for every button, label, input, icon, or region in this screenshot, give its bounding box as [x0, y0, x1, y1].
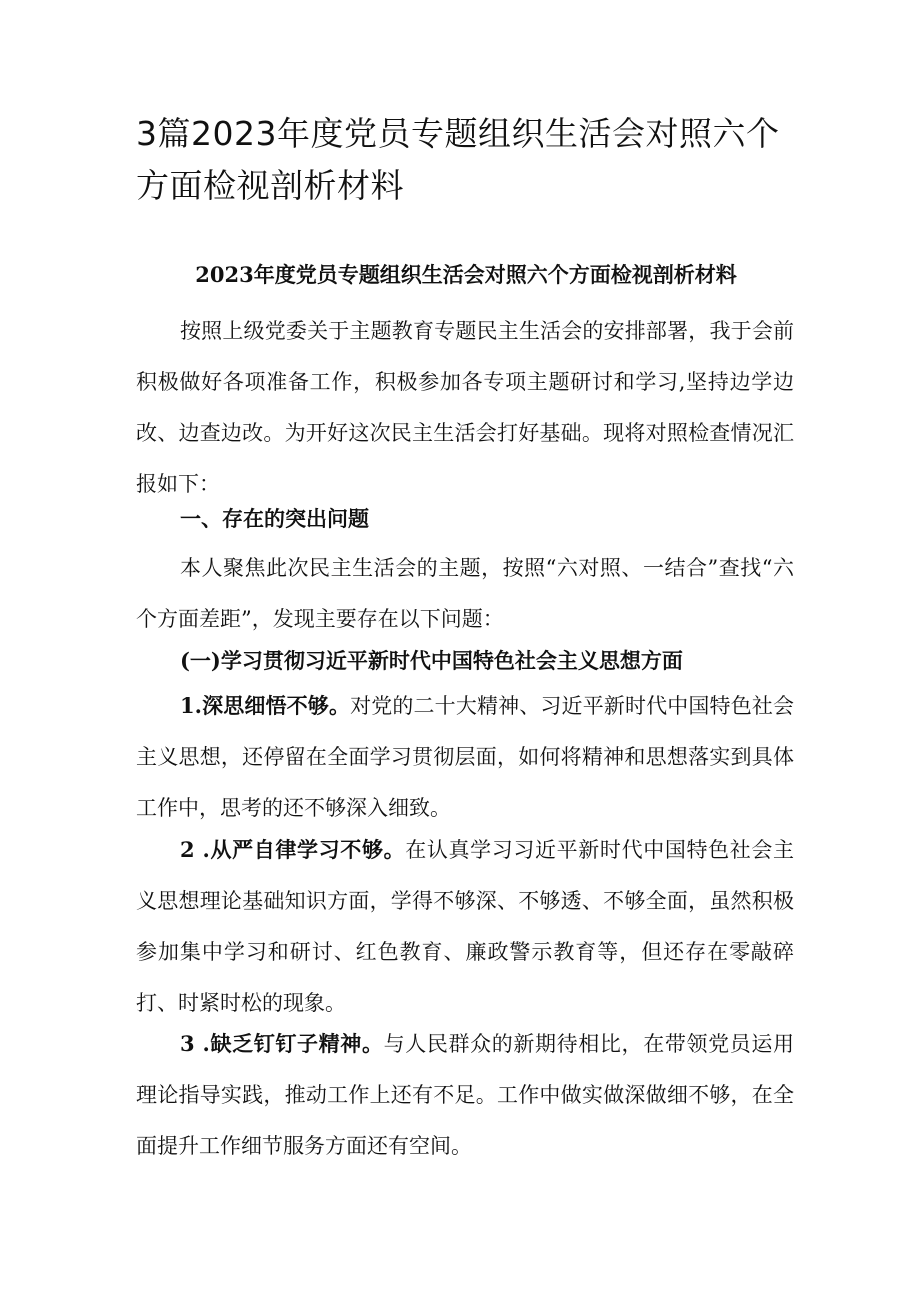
item-text: 与人民群众的新期待相比，在带领党员运用理论指导实践，推动工作上还有不足。工作中做实做深做细不够，在全面提升工作细节服务方面还有空间。 [136, 1032, 794, 1158]
item-text: 对党的二十大精神、习近平新时代中国特色社会主义思想，还停留在全面学习贯彻层面，如何将精神和思想落实到具体工作中，思考的还不够深入细致。 [136, 694, 794, 820]
document-title: 3篇2023年度党员专题组织生活会对照六个方面检视剖析材料 [136, 114, 780, 205]
list-item [136, 1018, 794, 1172]
item-text: 在认真学习习近平新时代中国特色社会主义思想理论基础知识方面，学得不够深、不够透、不够全面，虽然积极参加集中学习和研讨、红色教育、廉政警示教育等，但还存在零敲碎打、时紧时松的现象。 [136, 838, 795, 1015]
subsection-heading: (一)学习贯彻习近平新时代中国特色社会主义思想方面 [180, 648, 683, 673]
list-item [136, 824, 794, 1029]
list-item [136, 680, 794, 834]
intro-paragraph: 按照上级党委关于主题教育专题民主生活会的安排部署，我于会前积极做好各项准备工作，积极参加各专项主题研讨和学习,坚持边学边改、边查边改。为开好这次民主生活会打好基础。现将对照检查情况汇报如下： [136, 319, 794, 496]
section-heading: 一、存在的突出问题 [180, 506, 369, 531]
document-subtitle: 2023年度党员专题组织生活会对照六个方面检视剖析材料 [195, 262, 737, 287]
item-lead: 3 .缺乏钉钉子精神。 [180, 1031, 384, 1056]
item-lead: 1.深思细悟不够。 [180, 693, 351, 718]
section-intro-paragraph: 本人聚焦此次民主生活会的主题，按照“六对照、一结合”查找“六个方面差距”，发现主要存在以下问题： [136, 556, 794, 631]
item-lead: 2 .从严自律学习不够。 [180, 837, 406, 862]
